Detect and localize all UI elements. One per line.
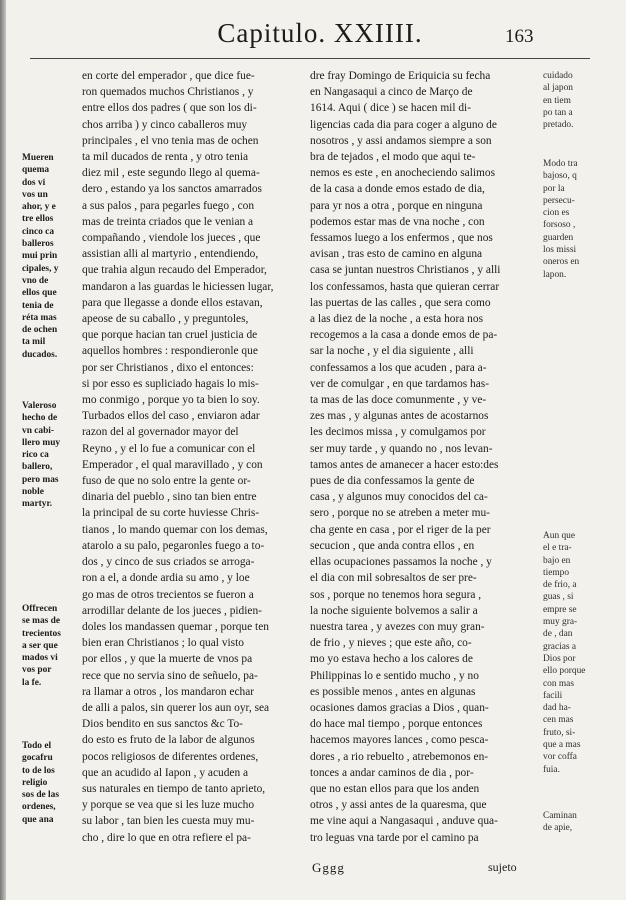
text-line: fessamos luego a los enfermos , que nos [310, 232, 493, 245]
text-line: Emperador , el qual maravillado , y con [82, 458, 263, 471]
chapter-title: Capitulo. XXIIII. [217, 18, 423, 48]
text-line: Caminan [543, 811, 577, 821]
margin-note-right-4 [543, 810, 577, 835]
text-line: tro leguas vna tarde por el camino pa [310, 831, 479, 844]
text-line: para que llegasse a donde ellos estavan, [82, 296, 263, 309]
text-line: la fe. [22, 677, 42, 688]
text-line: sero , porque no se atreben a meter mu- [310, 507, 490, 520]
text-line: apeose de su caballo , y preguntoles, [82, 313, 249, 326]
text-line: gocafru [22, 753, 53, 764]
text-line: tonces a andar caminos de dia , por- [310, 766, 474, 779]
text-line: en tiem [543, 95, 571, 106]
text-line: y porque se vea que si les luze mucho [82, 799, 255, 812]
text-line: que no estan ellos para que los anden [310, 782, 480, 795]
text-line: casa , y algunos muy conocidos del ca- [310, 491, 488, 504]
margin-note-left-4 [22, 740, 59, 826]
text-line: dos vi [22, 177, 46, 188]
text-line: Offrecen [22, 604, 58, 614]
text-line: nuestra tarea , y avezes con muy gran- [310, 620, 485, 633]
text-line: Dios por [543, 653, 576, 664]
text-line: atarolo a su palo, pegaronles fuego a to- [82, 539, 265, 552]
text-line: vos por [22, 665, 52, 676]
text-line: muy gra- [543, 617, 578, 628]
text-line: vno de [22, 275, 49, 286]
text-line: ta mas de las doce comunmente , y ve- [310, 394, 487, 407]
text-line: Reyno , y el lo fue a comunicar con el [82, 442, 256, 455]
text-line: diez mil , este segundo llego al quema- [82, 167, 260, 180]
text-line: arrodillar delante de los jueces , pidien- [82, 604, 262, 617]
text-line: mo yo estava hecho a los calores de [310, 653, 473, 666]
text-line: fruto, si- [543, 727, 576, 738]
text-line: ocasiones damos gracias a Dios , quan- [310, 701, 489, 714]
text-line: do esto es fruto de la labor de algunos [82, 734, 255, 747]
text-line: al japon [543, 83, 573, 94]
text-line: los confessamos, hasta que quieran cerrar [310, 280, 500, 293]
text-line: lapon. [543, 269, 567, 280]
text-line: ver de comulgar , en que tardamos has- [310, 377, 490, 390]
text-line: mui prin [22, 251, 58, 262]
text-line: ellas ocupaciones passamos la noche , y [310, 556, 492, 569]
text-line: sos , porque no tenemos hora segura , [310, 588, 482, 601]
text-line: Philippinas lo e sentido mucho , y no [310, 669, 479, 682]
text-line: vos un [22, 189, 48, 200]
text-line: de ochen [22, 325, 58, 336]
text-line: rece que no servia sino de señuelo, pa- [82, 669, 258, 682]
text-line: vn cabi- [22, 425, 55, 436]
text-line: bajo en [543, 555, 571, 566]
text-line: dero , estando ya los sanctos amarrados [82, 183, 262, 196]
text-line: vor coffa [543, 752, 577, 763]
text-line: mados vi [22, 653, 58, 664]
text-line: los missi [543, 245, 577, 256]
text-line: go mas de otros trecientos se fueron a [82, 588, 254, 601]
text-line: pero mas [22, 474, 59, 485]
text-line: para yr nos a otra , porque en ninguna [310, 199, 483, 212]
margin-note-right-3 [543, 530, 585, 776]
text-line: Valeroso [22, 401, 57, 411]
text-line: razon del al governador mayor del [82, 426, 239, 439]
header-rule [30, 58, 590, 59]
text-line: si por esso es supliciado hagais lo mis- [82, 377, 259, 390]
text-column-right [310, 68, 540, 846]
text-line: se mas de [22, 616, 61, 627]
margin-note-right-2 [543, 158, 579, 281]
text-line: tre ellos [22, 214, 54, 225]
text-line: religio [22, 777, 48, 788]
text-line: forsoso , [543, 220, 576, 231]
text-line: ta mil [22, 337, 46, 348]
text-line: zes mas , y algunas antes de acostarnos [310, 410, 489, 423]
text-line: ellos que [22, 288, 57, 299]
text-line: persecu- [543, 195, 575, 206]
text-line: cinco ca [22, 226, 55, 237]
text-line: Mueren [22, 153, 54, 163]
text-line: podemos estar mas de vna noche , con [310, 215, 485, 228]
text-line: gracias a [543, 641, 577, 652]
text-line: tiempo [543, 567, 570, 578]
text-line: ello porque [543, 666, 586, 677]
text-line: dre fray Domingo de Eriquicia su fecha [310, 70, 491, 82]
text-line: ballero, [22, 462, 53, 473]
text-line: a ser que [22, 640, 58, 651]
text-line: de la casa a donde emos estado de dia, [310, 183, 485, 196]
text-line: que a mas [543, 740, 581, 751]
text-line: sus naturales en tiempo de tanto aprieto, [82, 782, 266, 795]
text-line: por ellos , y que la muerte de vnos pa [82, 653, 253, 666]
text-line: rico ca [22, 450, 49, 461]
text-line: a las diez de la noche , a esta hora nos [310, 313, 484, 326]
text-line: noble [22, 487, 44, 498]
text-line: guarden [543, 232, 574, 243]
text-line: que trahia algun recaudo del Emperador, [82, 264, 267, 277]
text-line: en corte del emperador , que dice fue- [82, 70, 255, 82]
text-line: el e tra- [543, 543, 572, 554]
catchword: sujeto [488, 860, 517, 874]
text-line: mo conmigo , porque yo ta bien lo soy. [82, 394, 260, 407]
text-line: pues de dia confessamos la gente de [310, 475, 475, 488]
text-line: de apie, [543, 823, 573, 834]
text-line: cipales, y [22, 263, 59, 274]
text-line: Aun que [543, 531, 576, 541]
page-number: 163 [505, 26, 534, 47]
text-line: fuso de que no solo entre la gente or- [82, 475, 251, 488]
text-line: sar la noche , y el dia siguiente , alli [310, 345, 474, 358]
text-line: que ana [22, 814, 54, 825]
text-line: por ser Christianos , dixo el entonces: [82, 361, 254, 374]
page-gutter-shadow [0, 0, 6, 900]
text-line: dores , a rio rebuelto , atrebemonos en- [310, 750, 489, 763]
text-line: cha gente en casa , por el riger de la per [310, 523, 491, 536]
text-line: compañando , viendole los jueces , que [82, 232, 261, 245]
text-line: mas de treinta criados que le venian a [82, 215, 254, 228]
text-line: facili [543, 690, 563, 701]
text-line: de frio, a [543, 580, 577, 591]
text-line: réta mas [22, 312, 57, 323]
text-line: la noche siguiente bolvemos a salir a [310, 604, 478, 617]
text-line: el dia con mil sobresaltos de ser pre- [310, 572, 477, 585]
text-line: Modo tra [543, 159, 578, 169]
text-line: ta mil ducados de renta , y otro tenia [82, 151, 249, 164]
text-line: tamos antes de amanecer a hacer esto:des [310, 458, 499, 471]
text-line: de , dan [543, 629, 573, 640]
text-line: ra llamar a otros , los mandaron echar [82, 685, 255, 698]
text-line: su labor , tan bien les cuesta muy mu- [82, 815, 255, 828]
text-line: por la [543, 183, 565, 194]
text-line: las puertas de las calles , que sera como [310, 296, 491, 309]
text-line: principales , el vno tenia mas de ochen [82, 134, 259, 147]
text-line: a sus palos , para pegarles fuego , con [82, 199, 255, 212]
text-line: tenia de [22, 300, 54, 311]
margin-note-left-3 [22, 603, 61, 689]
text-line: oneros en [543, 257, 580, 268]
text-line: la principal de su corte huviesse Chris- [82, 507, 260, 520]
text-line: tianos , lo mando quemar con los demas, [82, 523, 268, 536]
text-line: es possible menos , antes en algunas [310, 685, 476, 698]
text-line: empre se [543, 604, 577, 615]
text-line: llero muy [22, 437, 61, 448]
text-line: to de los [22, 765, 55, 776]
text-line: dad ha- [543, 703, 571, 714]
text-line: bajoso, q [543, 171, 577, 182]
text-line: que an acudido al Iapon , y acuden a [82, 766, 249, 779]
text-line: cen mas [543, 715, 574, 726]
text-line: me vine aqui a Nangasaqui , anduve qua- [310, 815, 498, 828]
text-column-left [82, 68, 305, 846]
text-line: de alli a palos, sin querer los aun oyr, sea [82, 701, 270, 714]
text-line: aquellos hombres : respondieronle que [82, 345, 258, 358]
text-line: pretado. [543, 120, 574, 131]
text-line: cho , dire lo que en otra refiere el pa- [82, 831, 251, 844]
text-line: ligencias cada dia para coger a alguno de [310, 118, 497, 131]
text-line: hacemos mayores lances , como pesca- [310, 734, 489, 747]
text-line: avisan , tras esto de camino en alguna [310, 248, 483, 261]
text-line: nemos es este , en anocheciendo salimos [310, 167, 496, 180]
text-line: les decimos missa , y comulgamos por [310, 426, 486, 439]
text-line: casa se juntan nuestros Christianos , y alli [310, 264, 501, 277]
text-line: nosotros , y assi andamos siempre a son [310, 134, 492, 147]
text-line: ron a el, a donde ardia su amo , y loe [82, 572, 250, 585]
text-line: cuidado [543, 71, 573, 81]
text-line: cion es [543, 208, 570, 219]
text-line: en Nangasaqui a cinco de Março de [310, 86, 473, 99]
signature-mark: Gggg [312, 860, 345, 875]
text-line: pocos religiosos de diferentes ordenes, [82, 750, 259, 763]
text-line: chos arriba ) y cinco caballeros muy [82, 118, 248, 131]
text-line: guas , si [543, 592, 574, 603]
text-line: martyr. [22, 499, 53, 510]
text-line: ron quemados muchos Christianos , y [82, 86, 254, 99]
text-line: con mas [543, 678, 574, 689]
text-line: balleros [22, 239, 54, 250]
text-line: sos de las [22, 790, 59, 801]
text-line: dos , y cinco de sus criados se arroga- [82, 556, 255, 569]
text-line: Turbados ellos del caso , enviaron adar [82, 410, 260, 423]
text-line: bra de tejados , el modo que aqui te- [310, 151, 476, 164]
text-line: Todo el [22, 741, 52, 751]
text-line: Dios bendito en sus sanctos &c To- [82, 718, 243, 731]
text-line: hecho de [22, 413, 58, 424]
margin-note-right-1 [543, 70, 573, 131]
text-line: quema [22, 165, 50, 176]
text-line: ordenes, [22, 802, 56, 813]
text-line: assistian alli al martyrio , entendiendo, [82, 248, 259, 261]
text-line: ser muy tarde , y quando no , nos levan- [310, 442, 493, 455]
text-line: de frio , y nieves ; que este año, co- [310, 637, 472, 650]
text-line: entre ellos dos padres ( que son los di- [82, 102, 257, 115]
text-line: dinaria del pueblo , sino tan bien entre [82, 491, 257, 504]
text-line: po tan a [543, 107, 573, 118]
text-line: otros , y assi antes de la quaresma, que [310, 799, 487, 812]
text-line: recogemos a la casa a donde emos de pa- [310, 329, 498, 342]
margin-note-left-2 [22, 400, 60, 511]
margin-note-left-1 [22, 152, 58, 361]
text-line: fuia. [543, 764, 560, 775]
text-line: que porque hacian tan cruel justicia de [82, 329, 258, 342]
text-line: ahor, y e [22, 202, 56, 213]
text-line: secucion , que anda contra ellos , en [310, 539, 475, 552]
text-line: bien eran Christianos ; lo qual visto [82, 637, 244, 650]
text-line: trecientos [22, 628, 61, 639]
text-line: confessamos a los que acuden , para a- [310, 361, 487, 374]
text-line: 1614. Aqui ( dice ) se hacen mil di- [310, 102, 472, 115]
text-line: doles los mandassen quemar , porque ten [82, 620, 269, 633]
text-line: do hace mal tiempo , porque entonces [310, 718, 483, 731]
text-line: ducados. [22, 349, 58, 360]
text-line: mandaron a las guardas le hiciessen lugar, [82, 280, 274, 293]
